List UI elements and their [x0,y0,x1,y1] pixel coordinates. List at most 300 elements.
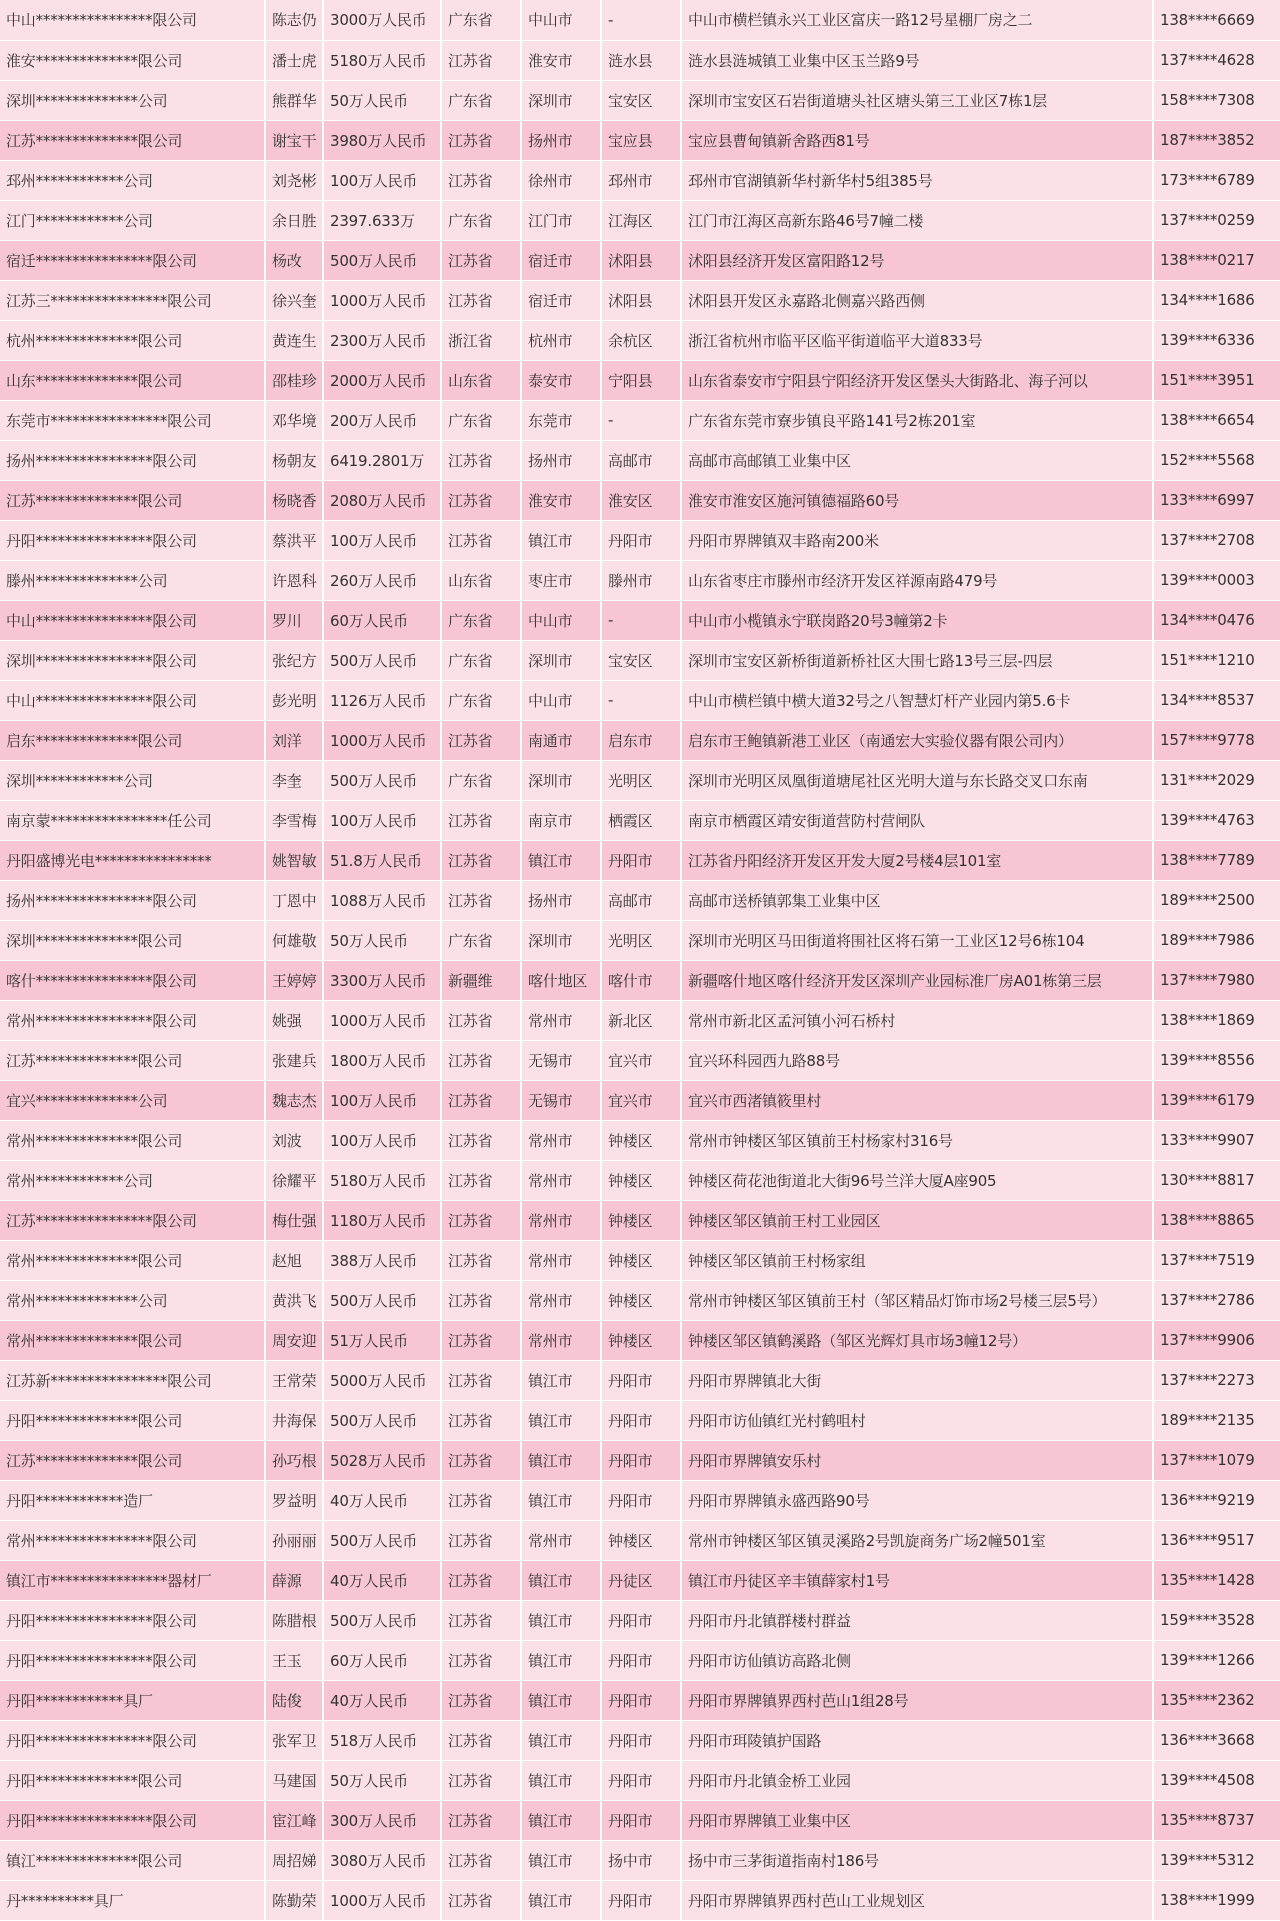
address-cell: 山东省泰安市宁阳县宁阳经济开发区堡头大街路北、海子河以 [681,360,1153,400]
city-cell: 宿迁市 [521,240,601,280]
district-cell: 宜兴市 [601,1080,681,1120]
registered-capital-cell: 6419.2801万 [323,440,441,480]
phone-cell: 137****1079 [1153,1440,1280,1480]
province-cell: 江苏省 [441,1040,521,1080]
city-cell: 中山市 [521,600,601,640]
district-cell: 丹阳市 [601,1480,681,1520]
legal-person-cell: 徐耀平 [265,1160,323,1200]
province-cell: 江苏省 [441,1160,521,1200]
table-row [0,480,1280,520]
phone-cell: 139****6336 [1153,320,1280,360]
company-name-cell: 常州**************公司 [0,1280,265,1320]
province-cell: 江苏省 [441,1600,521,1640]
address-cell: 淮安市淮安区施河镇德福路60号 [681,480,1153,520]
phone-cell: 139****0003 [1153,560,1280,600]
legal-person-cell: 黄洪飞 [265,1280,323,1320]
address-cell: 丹阳市界牌镇双丰路南200米 [681,520,1153,560]
company-name-cell: 丹阳****************限公司 [0,1720,265,1760]
phone-cell: 158****7308 [1153,80,1280,120]
province-cell: 江苏省 [441,240,521,280]
phone-cell: 137****2786 [1153,1280,1280,1320]
province-cell: 江苏省 [441,1720,521,1760]
province-cell: 江苏省 [441,1240,521,1280]
address-cell: 丹阳市界牌镇界西村芭山1组28号 [681,1680,1153,1720]
address-cell: 浙江省杭州市临平区临平街道临平大道833号 [681,320,1153,360]
phone-cell: 138****0217 [1153,240,1280,280]
address-cell: 江苏省丹阳经济开发区开发大厦2号楼4层101室 [681,840,1153,880]
registered-capital-cell: 388万人民币 [323,1240,441,1280]
phone-cell: 138****1869 [1153,1000,1280,1040]
city-cell: 镇江市 [521,1640,601,1680]
registered-capital-cell: 5000万人民币 [323,1360,441,1400]
registered-capital-cell: 1000万人民币 [323,1880,441,1920]
table-row [0,1240,1280,1280]
district-cell: - [601,0,681,40]
company-name-cell: 江苏三****************限公司 [0,280,265,320]
company-name-cell: 扬州****************限公司 [0,440,265,480]
city-cell: 镇江市 [521,1760,601,1800]
phone-cell: 139****8556 [1153,1040,1280,1080]
company-name-cell: 江苏****************限公司 [0,1200,265,1240]
table-row [0,1200,1280,1240]
district-cell: 丹阳市 [601,1880,681,1920]
phone-cell: 138****1999 [1153,1880,1280,1920]
table-row [0,1080,1280,1120]
table-row [0,880,1280,920]
legal-person-cell: 王常荣 [265,1360,323,1400]
province-cell: 新疆维 [441,960,521,1000]
table-row [0,1320,1280,1360]
legal-person-cell: 杨晓香 [265,480,323,520]
table-row [0,920,1280,960]
address-cell: 邳州市官湖镇新华村新华村5组385号 [681,160,1153,200]
district-cell: 丹阳市 [601,1760,681,1800]
company-name-cell: 山东**************限公司 [0,360,265,400]
table-row [0,1280,1280,1320]
district-cell: 丹阳市 [601,1640,681,1680]
address-cell: 深圳市光明区凤凰街道塘尾社区光明大道与东长路交叉口东南 [681,760,1153,800]
city-cell: 扬州市 [521,880,601,920]
company-name-cell: 深圳****************限公司 [0,640,265,680]
legal-person-cell: 周招娣 [265,1840,323,1880]
address-cell: 中山市小榄镇永宁联岗路20号3幢第2卡 [681,600,1153,640]
phone-cell: 139****4763 [1153,800,1280,840]
district-cell: 淮安区 [601,480,681,520]
address-cell: 高邮市送桥镇郭集工业集中区 [681,880,1153,920]
address-cell: 涟水县涟城镇工业集中区玉兰路9号 [681,40,1153,80]
legal-person-cell: 周安迎 [265,1320,323,1360]
phone-cell: 139****4508 [1153,1760,1280,1800]
phone-cell: 130****8817 [1153,1160,1280,1200]
city-cell: 镇江市 [521,1360,601,1400]
district-cell: 丹徒区 [601,1560,681,1600]
registered-capital-cell: 1800万人民币 [323,1040,441,1080]
phone-cell: 138****7789 [1153,840,1280,880]
table-row [0,560,1280,600]
province-cell: 江苏省 [441,120,521,160]
city-cell: 镇江市 [521,520,601,560]
phone-cell: 134****1686 [1153,280,1280,320]
city-cell: 深圳市 [521,760,601,800]
address-cell: 宜兴环科园西九路88号 [681,1040,1153,1080]
city-cell: 东莞市 [521,400,601,440]
registered-capital-cell: 2300万人民币 [323,320,441,360]
province-cell: 浙江省 [441,320,521,360]
district-cell: 沭阳县 [601,280,681,320]
province-cell: 江苏省 [441,440,521,480]
district-cell: 余杭区 [601,320,681,360]
registered-capital-cell: 1126万人民币 [323,680,441,720]
legal-person-cell: 孙丽丽 [265,1520,323,1560]
district-cell: 丹阳市 [601,1360,681,1400]
company-name-cell: 江苏新****************限公司 [0,1360,265,1400]
province-cell: 广东省 [441,80,521,120]
address-cell: 宝应县曹甸镇新舍路西81号 [681,120,1153,160]
district-cell: 丹阳市 [601,1440,681,1480]
registered-capital-cell: 50万人民币 [323,80,441,120]
phone-cell: 139****6179 [1153,1080,1280,1120]
address-cell: 深圳市光明区马田街道将围社区将石第一工业区12号6栋104 [681,920,1153,960]
phone-cell: 173****6789 [1153,160,1280,200]
address-cell: 广东省东莞市寮步镇良平路141号2栋201室 [681,400,1153,440]
province-cell: 江苏省 [441,800,521,840]
city-cell: 常州市 [521,1240,601,1280]
address-cell: 镇江市丹徒区辛丰镇薛家村1号 [681,1560,1153,1600]
company-name-cell: 常州****************限公司 [0,1000,265,1040]
address-cell: 丹阳市界牌镇安乐村 [681,1440,1153,1480]
phone-cell: 137****4628 [1153,40,1280,80]
district-cell: 钟楼区 [601,1120,681,1160]
company-name-cell: 东莞市****************限公司 [0,400,265,440]
phone-cell: 134****0476 [1153,600,1280,640]
phone-cell: 136****9517 [1153,1520,1280,1560]
phone-cell: 136****9219 [1153,1480,1280,1520]
city-cell: 深圳市 [521,920,601,960]
city-cell: 中山市 [521,0,601,40]
company-name-cell: 扬州****************限公司 [0,880,265,920]
legal-person-cell: 刘洋 [265,720,323,760]
legal-person-cell: 王玉 [265,1640,323,1680]
registered-capital-cell: 40万人民币 [323,1680,441,1720]
table-row [0,320,1280,360]
registered-capital-cell: 100万人民币 [323,160,441,200]
address-cell: 丹阳市访仙镇红光村鹤咀村 [681,1400,1153,1440]
company-name-cell: 江苏**************限公司 [0,1440,265,1480]
province-cell: 江苏省 [441,1000,521,1040]
city-cell: 中山市 [521,680,601,720]
registered-capital-cell: 300万人民币 [323,1800,441,1840]
table-row [0,1160,1280,1200]
address-cell: 钟楼区邹区镇前王村工业园区 [681,1200,1153,1240]
province-cell: 山东省 [441,360,521,400]
table-row [0,960,1280,1000]
registered-capital-cell: 3980万人民币 [323,120,441,160]
registered-capital-cell: 1000万人民币 [323,1000,441,1040]
district-cell: 涟水县 [601,40,681,80]
city-cell: 喀什地区 [521,960,601,1000]
city-cell: 扬州市 [521,440,601,480]
address-cell: 丹阳市丹北镇群楼村群益 [681,1600,1153,1640]
district-cell: 喀什市 [601,960,681,1000]
district-cell: 丹阳市 [601,1400,681,1440]
province-cell: 江苏省 [441,1640,521,1680]
company-name-cell: 宿迁****************限公司 [0,240,265,280]
district-cell: 高邮市 [601,440,681,480]
address-cell: 丹阳市丹北镇金桥工业园 [681,1760,1153,1800]
table-row [0,1680,1280,1720]
company-name-cell: 丹阳************造厂 [0,1480,265,1520]
province-cell: 江苏省 [441,1480,521,1520]
province-cell: 江苏省 [441,1680,521,1720]
city-cell: 镇江市 [521,1600,601,1640]
company-name-cell: 江苏**************限公司 [0,120,265,160]
city-cell: 泰安市 [521,360,601,400]
province-cell: 江苏省 [441,720,521,760]
city-cell: 常州市 [521,1160,601,1200]
legal-person-cell: 陈勤荣 [265,1880,323,1920]
province-cell: 江苏省 [441,1840,521,1880]
company-name-cell: 丹阳****************限公司 [0,1800,265,1840]
registered-capital-cell: 50万人民币 [323,920,441,960]
table-row [0,600,1280,640]
province-cell: 江苏省 [441,1760,521,1800]
address-cell: 启东市王鲍镇新港工业区（南通宏大实验仪器有限公司内） [681,720,1153,760]
city-cell: 淮安市 [521,480,601,520]
legal-person-cell: 邓华境 [265,400,323,440]
province-cell: 江苏省 [441,880,521,920]
city-cell: 镇江市 [521,1440,601,1480]
company-name-cell: 丹阳****************限公司 [0,1600,265,1640]
registered-capital-cell: 51万人民币 [323,1320,441,1360]
address-cell: 钟楼区荷花池街道北大街96号兰洋大厦A座905 [681,1160,1153,1200]
table-row [0,1600,1280,1640]
city-cell: 常州市 [521,1200,601,1240]
company-name-cell: 丹阳**************限公司 [0,1760,265,1800]
registered-capital-cell: 1000万人民币 [323,280,441,320]
province-cell: 江苏省 [441,1360,521,1400]
district-cell: 扬中市 [601,1840,681,1880]
district-cell: 钟楼区 [601,1240,681,1280]
registered-capital-cell: 50万人民币 [323,1760,441,1800]
district-cell: 宁阳县 [601,360,681,400]
table-row [0,1120,1280,1160]
registered-capital-cell: 3080万人民币 [323,1840,441,1880]
legal-person-cell: 刘波 [265,1120,323,1160]
registered-capital-cell: 40万人民币 [323,1480,441,1520]
registered-capital-cell: 5028万人民币 [323,1440,441,1480]
phone-cell: 137****2273 [1153,1360,1280,1400]
table-row [0,0,1280,40]
legal-person-cell: 彭光明 [265,680,323,720]
phone-cell: 135****8737 [1153,1800,1280,1840]
district-cell: 启东市 [601,720,681,760]
phone-cell: 135****1428 [1153,1560,1280,1600]
legal-person-cell: 张军卫 [265,1720,323,1760]
district-cell: - [601,600,681,640]
table-row [0,840,1280,880]
phone-cell: 189****2135 [1153,1400,1280,1440]
company-name-cell: 杭州**************限公司 [0,320,265,360]
company-name-cell: 丹阳盛博光电**************** [0,840,265,880]
registered-capital-cell: 1000万人民币 [323,720,441,760]
address-cell: 常州市钟楼区邹区镇灵溪路2号凯旋商务广场2幢501室 [681,1520,1153,1560]
legal-person-cell: 陆俊 [265,1680,323,1720]
city-cell: 常州市 [521,1520,601,1560]
table-row [0,1560,1280,1600]
city-cell: 镇江市 [521,1400,601,1440]
table-row [0,400,1280,440]
phone-cell: 137****2708 [1153,520,1280,560]
district-cell: 江海区 [601,200,681,240]
district-cell: 栖霞区 [601,800,681,840]
district-cell: 宝安区 [601,640,681,680]
registered-capital-cell: 2080万人民币 [323,480,441,520]
company-name-cell: 常州**************限公司 [0,1120,265,1160]
district-cell: 宝安区 [601,80,681,120]
phone-cell: 187****3852 [1153,120,1280,160]
phone-cell: 151****3951 [1153,360,1280,400]
company-name-cell: 中山****************限公司 [0,600,265,640]
registered-capital-cell: 500万人民币 [323,1280,441,1320]
table-row [0,280,1280,320]
phone-cell: 189****7986 [1153,920,1280,960]
phone-cell: 189****2500 [1153,880,1280,920]
registered-capital-cell: 500万人民币 [323,1600,441,1640]
table-row [0,440,1280,480]
legal-person-cell: 刘尧彬 [265,160,323,200]
registered-capital-cell: 500万人民币 [323,760,441,800]
city-cell: 无锡市 [521,1080,601,1120]
province-cell: 广东省 [441,600,521,640]
city-cell: 镇江市 [521,1800,601,1840]
registered-capital-cell: 3000万人民币 [323,0,441,40]
address-cell: 新疆喀什地区喀什经济开发区深圳产业园标准厂房A01栋第三层 [681,960,1153,1000]
table-row [0,240,1280,280]
province-cell: 广东省 [441,0,521,40]
company-name-cell: 江苏**************限公司 [0,480,265,520]
province-cell: 江苏省 [441,840,521,880]
legal-person-cell: 杨朝友 [265,440,323,480]
phone-cell: 138****6654 [1153,400,1280,440]
legal-person-cell: 孙巧根 [265,1440,323,1480]
city-cell: 常州市 [521,1280,601,1320]
company-name-cell: 丹**********具厂 [0,1880,265,1920]
province-cell: 江苏省 [441,1520,521,1560]
legal-person-cell: 蔡洪平 [265,520,323,560]
legal-person-cell: 井海保 [265,1400,323,1440]
address-cell: 丹阳市珥陵镇护国路 [681,1720,1153,1760]
table-row [0,720,1280,760]
city-cell: 深圳市 [521,80,601,120]
company-name-cell: 常州****************限公司 [0,1520,265,1560]
city-cell: 杭州市 [521,320,601,360]
table-row [0,120,1280,160]
company-name-cell: 常州**************限公司 [0,1320,265,1360]
registered-capital-cell: 100万人民币 [323,1080,441,1120]
phone-cell: 135****2362 [1153,1680,1280,1720]
phone-cell: 131****2029 [1153,760,1280,800]
legal-person-cell: 薛源 [265,1560,323,1600]
table-row [0,1000,1280,1040]
city-cell: 镇江市 [521,1480,601,1520]
address-cell: 南京市栖霞区靖安街道营防村营闸队 [681,800,1153,840]
phone-cell: 136****3668 [1153,1720,1280,1760]
legal-person-cell: 罗益明 [265,1480,323,1520]
table-row [0,1720,1280,1760]
registered-capital-cell: 60万人民币 [323,600,441,640]
province-cell: 江苏省 [441,1800,521,1840]
city-cell: 南通市 [521,720,601,760]
address-cell: 深圳市宝安区新桥街道新桥社区大围七路13号三层-四层 [681,640,1153,680]
company-name-cell: 淮安**************限公司 [0,40,265,80]
company-name-cell: 江门************公司 [0,200,265,240]
company-name-cell: 丹阳****************限公司 [0,520,265,560]
table-row [0,1040,1280,1080]
address-cell: 高邮市高邮镇工业集中区 [681,440,1153,480]
phone-cell: 157****9778 [1153,720,1280,760]
address-cell: 宜兴市西渚镇筱里村 [681,1080,1153,1120]
table-row [0,680,1280,720]
city-cell: 南京市 [521,800,601,840]
company-name-cell: 江苏**************限公司 [0,1040,265,1080]
registered-capital-cell: 500万人民币 [323,1520,441,1560]
legal-person-cell: 李雪梅 [265,800,323,840]
city-cell: 常州市 [521,1000,601,1040]
district-cell: - [601,680,681,720]
address-cell: 深圳市宝安区石岩街道塘头社区塘头第三工业区7栋1层 [681,80,1153,120]
registered-capital-cell: 60万人民币 [323,1640,441,1680]
table-row [0,640,1280,680]
district-cell: 丹阳市 [601,1680,681,1720]
legal-person-cell: 丁恩中 [265,880,323,920]
district-cell: 钟楼区 [601,1200,681,1240]
company-name-cell: 丹阳**************限公司 [0,1400,265,1440]
legal-person-cell: 宦江峰 [265,1800,323,1840]
registered-capital-cell: 100万人民币 [323,800,441,840]
registered-capital-cell: 500万人民币 [323,1400,441,1440]
phone-cell: 139****1266 [1153,1640,1280,1680]
legal-person-cell: 何雄敬 [265,920,323,960]
province-cell: 江苏省 [441,1560,521,1600]
phone-cell: 133****6997 [1153,480,1280,520]
phone-cell: 152****5568 [1153,440,1280,480]
table-row [0,1520,1280,1560]
city-cell: 徐州市 [521,160,601,200]
district-cell: 丹阳市 [601,1720,681,1760]
company-name-cell: 深圳**************公司 [0,80,265,120]
province-cell: 江苏省 [441,1440,521,1480]
table-row [0,1800,1280,1840]
city-cell: 枣庄市 [521,560,601,600]
company-name-cell: 喀什****************限公司 [0,960,265,1000]
district-cell: 钟楼区 [601,1320,681,1360]
district-cell: 钟楼区 [601,1160,681,1200]
company-name-cell: 中山****************限公司 [0,0,265,40]
city-cell: 镇江市 [521,1720,601,1760]
table-row [0,80,1280,120]
registered-capital-cell: 500万人民币 [323,640,441,680]
registered-capital-cell: 5180万人民币 [323,40,441,80]
company-name-cell: 宜兴**************公司 [0,1080,265,1120]
legal-person-cell: 陈志仍 [265,0,323,40]
legal-person-cell: 梅仕强 [265,1200,323,1240]
phone-cell: 138****8865 [1153,1200,1280,1240]
address-cell: 扬中市三茅街道指南村186号 [681,1840,1153,1880]
province-cell: 江苏省 [441,160,521,200]
company-name-cell: 启东**************限公司 [0,720,265,760]
registered-capital-cell: 200万人民币 [323,400,441,440]
table-row [0,40,1280,80]
